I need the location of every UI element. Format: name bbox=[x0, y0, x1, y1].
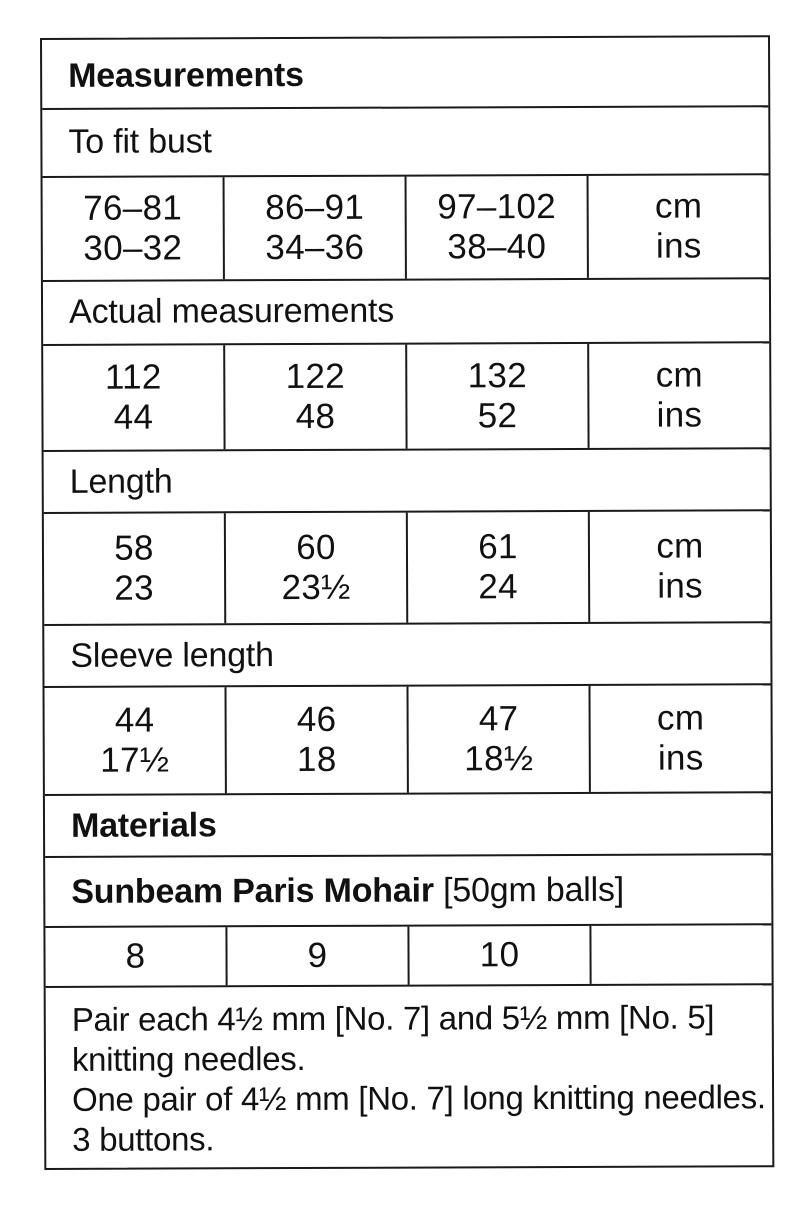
value-cm: 61 bbox=[478, 527, 518, 567]
yarn-label bbox=[71, 870, 624, 912]
sleeve-label: Sleeve length bbox=[70, 636, 274, 675]
value-ins: 18½ bbox=[464, 739, 534, 779]
balls-row bbox=[45, 925, 771, 988]
balls-size-medium bbox=[227, 927, 409, 986]
sleeve-size-large bbox=[408, 686, 590, 793]
value-cm: 97–102 bbox=[437, 187, 557, 227]
ball-count: 10 bbox=[479, 935, 520, 975]
actual-values-row bbox=[43, 343, 769, 452]
value-cm: 58 bbox=[114, 528, 154, 568]
value-ins: 44 bbox=[113, 397, 154, 437]
notes-line: One pair of 4½ mm [No. 7] long knitting needles. bbox=[72, 1078, 766, 1118]
value-ins: 18 bbox=[296, 739, 337, 780]
balls-empty-cell bbox=[591, 925, 771, 984]
measurements-table bbox=[40, 35, 774, 1170]
value-ins: 48 bbox=[295, 396, 336, 437]
length-size-small bbox=[44, 513, 226, 624]
actual-size-small bbox=[43, 345, 225, 450]
notes-line: knitting needles. bbox=[71, 1039, 306, 1078]
length-size-large bbox=[408, 512, 590, 623]
length-units bbox=[590, 511, 770, 622]
value-ins: 24 bbox=[478, 567, 518, 607]
length-label: Length bbox=[69, 462, 173, 501]
actual-size-large bbox=[407, 344, 589, 449]
unit-ins: ins bbox=[656, 395, 703, 435]
value-cm: 46 bbox=[296, 699, 337, 740]
unit-cm: cm bbox=[656, 526, 704, 566]
actual-label-row bbox=[43, 279, 769, 346]
materials-notes bbox=[71, 997, 766, 1160]
measurements-heading: Measurements bbox=[68, 55, 304, 95]
bust-label: To fit bust bbox=[68, 122, 212, 161]
unit-cm: cm bbox=[654, 186, 703, 226]
unit-cm: cm bbox=[656, 698, 705, 738]
unit-ins: ins bbox=[657, 566, 704, 606]
sleeve-units bbox=[590, 685, 770, 792]
notes-row bbox=[46, 985, 773, 1168]
length-size-medium bbox=[226, 513, 408, 624]
ball-count: 9 bbox=[307, 935, 328, 975]
value-cm: 122 bbox=[285, 356, 346, 397]
unit-ins: ins bbox=[657, 738, 704, 778]
unit-ins: ins bbox=[655, 226, 702, 266]
bust-size-small bbox=[43, 177, 225, 280]
sleeve-size-small bbox=[44, 687, 226, 794]
yarn-name: Sunbeam Paris Mohair bbox=[71, 871, 434, 911]
yarn-row bbox=[45, 855, 771, 928]
materials-heading: Materials bbox=[70, 806, 217, 845]
sleeve-values-row bbox=[44, 685, 770, 796]
value-ins: 52 bbox=[477, 396, 518, 436]
sleeve-label-row bbox=[44, 623, 770, 688]
value-ins: 38–40 bbox=[447, 227, 547, 267]
actual-size-medium bbox=[225, 345, 407, 450]
bust-size-medium bbox=[225, 177, 407, 280]
length-label-row bbox=[44, 449, 770, 514]
actual-units bbox=[589, 343, 769, 448]
unit-cm: cm bbox=[655, 355, 703, 395]
value-cm: 47 bbox=[478, 699, 519, 739]
length-values-row bbox=[44, 511, 770, 626]
bust-size-large bbox=[407, 176, 589, 279]
measurements-heading-row bbox=[42, 37, 768, 110]
value-ins: 34–36 bbox=[265, 227, 365, 268]
actual-label: Actual measurements bbox=[68, 291, 395, 331]
notes-line: Pair each 4½ mm [No. 7] and 5½ mm [No. 5] bbox=[71, 998, 715, 1038]
bust-values-row bbox=[43, 175, 769, 282]
materials-heading-row bbox=[45, 793, 771, 858]
value-ins: 23½ bbox=[281, 567, 351, 608]
balls-size-small bbox=[45, 927, 227, 986]
balls-size-large bbox=[409, 926, 591, 985]
bust-label-row bbox=[42, 107, 768, 178]
yarn-unit: [50gm balls] bbox=[443, 870, 625, 910]
value-cm: 60 bbox=[296, 527, 336, 568]
notes-line: 3 buttons. bbox=[72, 1120, 215, 1158]
value-cm: 132 bbox=[467, 356, 528, 396]
value-ins: 30–32 bbox=[83, 228, 183, 268]
value-cm: 76–81 bbox=[83, 188, 183, 228]
value-cm: 86–91 bbox=[265, 187, 365, 228]
ball-count: 8 bbox=[125, 936, 146, 976]
value-ins: 17½ bbox=[100, 740, 170, 780]
bust-units bbox=[589, 175, 769, 278]
value-ins: 23 bbox=[114, 568, 154, 608]
sleeve-size-medium bbox=[226, 687, 408, 794]
value-cm: 112 bbox=[104, 357, 162, 397]
value-cm: 44 bbox=[114, 700, 155, 740]
